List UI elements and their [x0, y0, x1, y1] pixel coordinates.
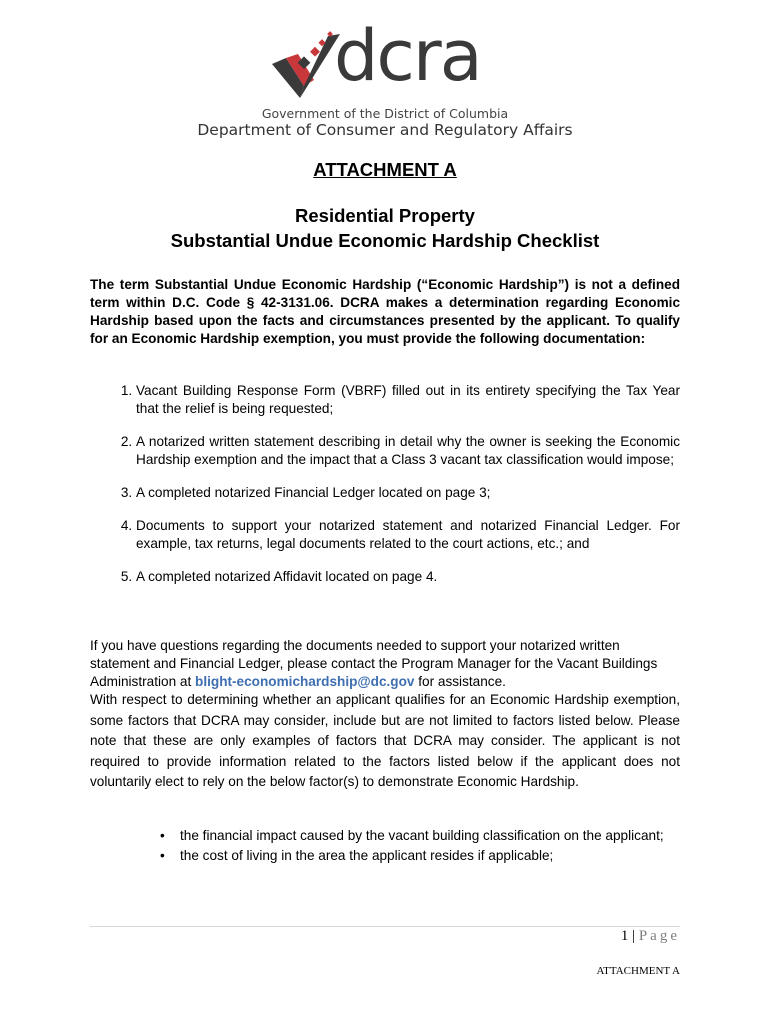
requirement-item: 5. A completed notarized Affidavit located on page 4. — [136, 568, 680, 586]
government-line: Government of the District of Columbia — [261, 106, 509, 121]
questions-text: If you have questions regarding the documents needed to support your notarized written statement and Financial Ledger, please contact the Program Manager for the Vacant Buildings Administration at — [90, 638, 658, 689]
requirement-item: 4. Documents to support your notarized statement and notarized Financial Ledger. For example, tax returns, legal documents related to the court actions, etc.; and — [136, 517, 680, 553]
footer-divider — [90, 926, 680, 927]
contact-email-link[interactable]: blight-economichardship@dc.gov — [195, 674, 415, 689]
questions-text-end: for assistance. — [414, 674, 506, 689]
logo-wordmark: dcra — [334, 15, 481, 97]
department-line: Department of Consumer and Regulatory Affairs — [197, 121, 573, 139]
document-title-line1: Residential Property — [295, 205, 475, 226]
questions-paragraph — [90, 637, 680, 691]
factor-item: • the cost of living in the area the applicant resides if applicable; — [180, 846, 680, 866]
intro-paragraph: The term Substantial Undue Economic Hardship (“Economic Hardship”) is not a defined term within D.C. Code § 42-3131.06. DCRA makes a determination regarding Economic Hardship based upon the facts and circumstances presented by the applicant. To qualify for an Economic Hardship exemption, you must provide the following documentation: — [90, 277, 680, 346]
requirement-item: 3. A completed notarized Financial Ledger located on page 3; — [136, 484, 680, 502]
page-word: Page — [638, 928, 680, 944]
page-separator: | — [632, 928, 636, 944]
requirement-item: 2. A notarized written statement describing in detail why the owner is seeking the Economic Hardship exemption and the impact that a Class 3 vacant tax classification would impose; — [136, 433, 680, 469]
requirements-list — [90, 382, 680, 601]
attachment-title: ATTACHMENT A — [313, 159, 457, 180]
factor-item: • the financial impact caused by the vacant building classification on the applicant; — [180, 826, 680, 846]
page-number — [621, 928, 680, 945]
footer-attachment-label: ATTACHMENT A — [596, 965, 680, 977]
factors-list — [160, 826, 680, 866]
page-number-value: 1 — [620, 928, 629, 944]
document-title-line2: Substantial Undue Economic Hardship Checklist — [170, 230, 600, 251]
factors-paragraph: With respect to determining whether an applicant qualifies for an Economic Hardship exemption, some factors that DCRA may consider, include but are not limited to factors listed below. Please note that these are only examples of factors that DCRA may consider. The applicant is not required to provide information related to the factors listed below if the applicant does not voluntarily elect to rely on the below factor(s) to demonstrate Economic Hardship. — [90, 692, 680, 789]
requirement-item: 1. Vacant Building Response Form (VBRF) filled out in its entirety specifying the Tax Year that the relief is being requested; — [136, 382, 680, 418]
